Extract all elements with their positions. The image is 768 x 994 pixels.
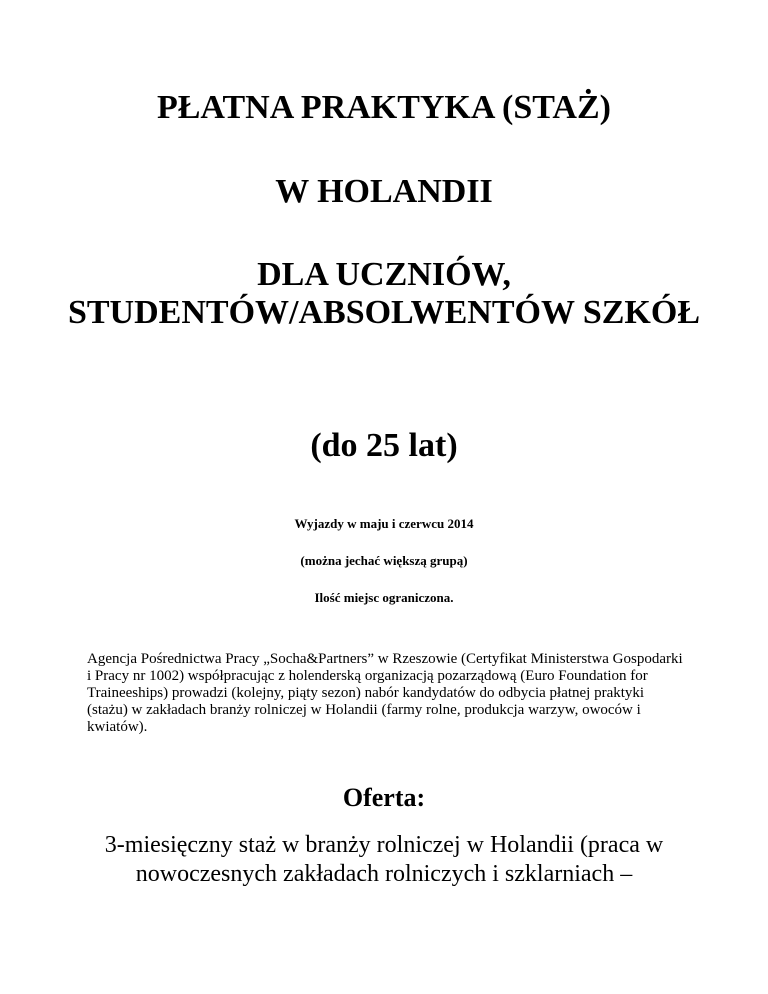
title-line-4: (do 25 lat): [310, 427, 458, 464]
limited-places-info: Ilość miejsc ograniczona.: [314, 590, 454, 605]
offer-text: 3-miesięczny staż w branży rolniczej w Holandii (praca w nowoczesnych zakładach rolniczych i szklarniach –: [104, 832, 664, 887]
agency-paragraph: Agencja Pośrednictwa Pracy „Socha&Partners” w Rzeszowie (Certyfikat Ministerstwa Gospodarki i Pracy nr 1002) współpracując z holenderską organizacją pozarządową (Euro Foundation for Traineeships) prowadzi (kolejny, piąty sezon) nabór kandydatów do odbycia płatnej praktyki (stażu) w zakładach branży rolniczej w Holandii (farmy rolne, produkcja warzyw, owoców i kwiatów).: [87, 651, 683, 735]
title-line-1: PŁATNA PRAKTYKA (STAŻ): [156, 89, 611, 126]
title-line-3: DLA UCZNIÓW, STUDENTÓW/ABSOLWENTÓW SZKÓŁ: [67, 256, 701, 331]
offer-heading: Oferta:: [342, 783, 426, 812]
title-line-2: W HOLANDII: [275, 173, 493, 210]
group-info: (można jechać większą grupą): [300, 553, 468, 568]
departure-info: Wyjazdy w maju i czerwcu 2014: [294, 516, 474, 531]
